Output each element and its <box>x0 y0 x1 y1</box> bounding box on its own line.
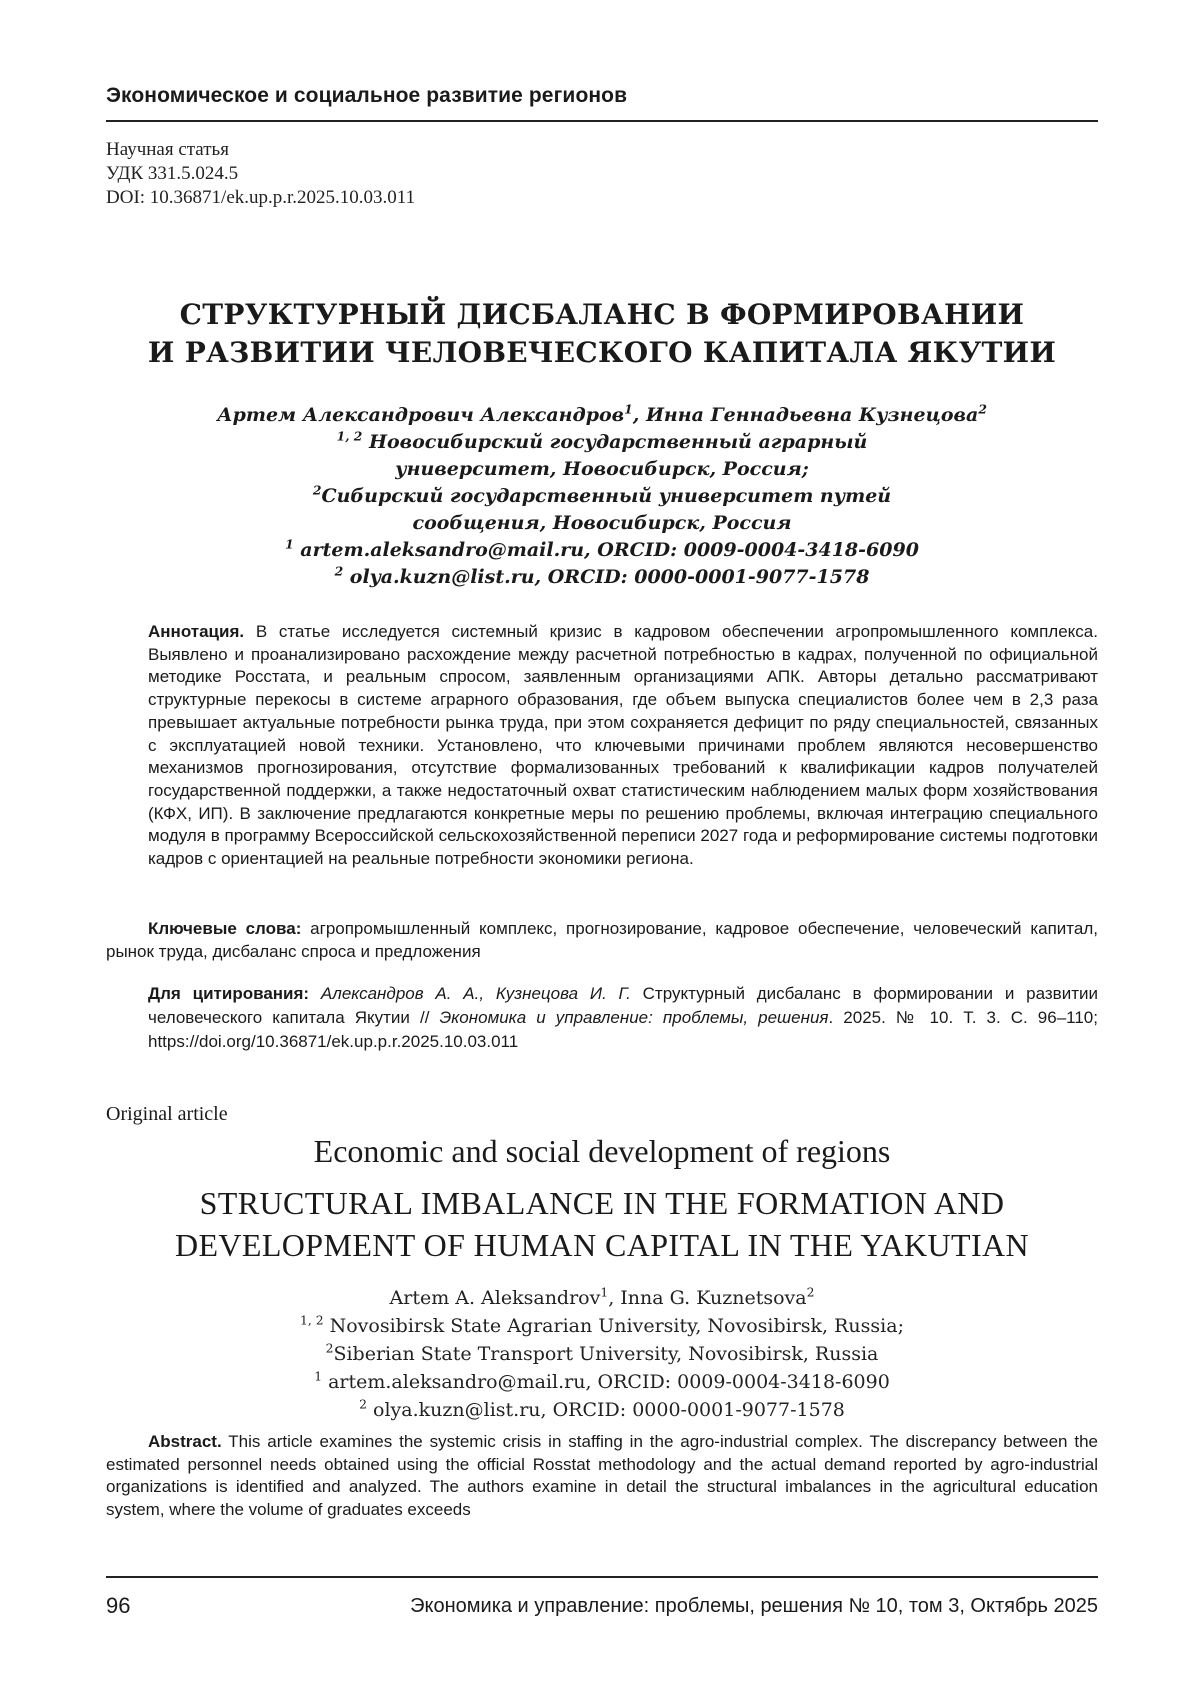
author-1: Артем Александрович Александров <box>217 404 625 426</box>
abstract-en-label: Abstract. <box>148 1432 222 1451</box>
footer-rule <box>106 1576 1098 1578</box>
email-en-2-text: olya.kuzn@list.ru, ORCID: 0000-0001-9077-1578 <box>366 1399 845 1421</box>
affiliation-2-sup: 2 <box>312 482 322 498</box>
page-number: 96 <box>106 1593 131 1618</box>
section-header: Экономическое и социальное развитие регионов <box>106 84 628 107</box>
authors-ru <box>106 402 1098 591</box>
affiliation-2-line-1 <box>106 483 1098 510</box>
header-rule <box>106 120 1098 122</box>
authors-line <box>106 402 1098 429</box>
article-meta <box>106 138 415 210</box>
author-2: Инна Геннадьевна Кузнецова <box>645 404 979 426</box>
citation-label: Для цитирования: <box>148 984 310 1003</box>
email-en-1-text: artem.aleksandro@mail.ru, ORCID: 0009-0004-3418-6090 <box>322 1371 890 1393</box>
footer-journal: Экономика и управление: проблемы, решения № 10, том 3, Октябрь 2025 <box>410 1595 1098 1617</box>
citation <box>148 982 1098 1054</box>
affiliation-en-1-sup: 1, 2 <box>300 1313 324 1328</box>
affiliation-1-text-1: Новосибирский государственный аграрный <box>362 431 868 453</box>
affiliation-en-1 <box>106 1312 1098 1340</box>
affiliation-en-1-text: Novosibirsk State Agrarian University, Novosibirsk, Russia; <box>323 1315 904 1337</box>
author-separator: , <box>632 404 646 426</box>
authors-en-line <box>106 1284 1098 1312</box>
email-en-2-sup: 2 <box>359 1397 367 1412</box>
section-en: Economic and social development of regions <box>313 1133 891 1169</box>
email-en-2 <box>106 1396 1098 1424</box>
abstract-en <box>106 1431 1098 1522</box>
citation-journal: Экономика и управление: проблемы, решения <box>439 1008 829 1027</box>
author-en-2-sup: 2 <box>806 1285 815 1300</box>
citation-title: Структурный дисбаланс в формировании и развитии человеческого капитала Якутии // <box>148 984 1098 1027</box>
affiliation-en-2-sup: 2 <box>325 1341 334 1356</box>
article-type: Научная статья <box>106 139 229 160</box>
citation-details: . 2025. № 10. Т. 3. С. 96–110; https://doi.org/10.36871/ek.up.p.r.2025.10.03.011 <box>148 1008 1098 1051</box>
abstract-ru-label: Аннотация. <box>148 622 245 641</box>
keywords-ru <box>106 918 1098 963</box>
title-en <box>106 1182 1098 1266</box>
email-1 <box>106 537 1098 564</box>
doi: DOI: 10.36871/ek.up.p.r.2025.10.03.011 <box>106 187 416 208</box>
email-1-text: artem.aleksandro@mail.ru, ORCID: 0009-0004-3418-6090 <box>293 539 919 561</box>
author-en-1-sup: 1 <box>600 1285 609 1300</box>
affiliation-en-2-text: Siberian State Transport University, Novosibirsk, Russia <box>333 1343 879 1365</box>
author-2-sup: 2 <box>978 401 987 417</box>
affiliation-en-2 <box>106 1340 1098 1368</box>
email-1-sup: 1 <box>285 536 294 552</box>
affiliation-2-text-1: Сибирский государственный университет путей <box>321 485 892 507</box>
email-2-sup: 2 <box>334 563 344 579</box>
title-ru <box>106 296 1098 372</box>
title-ru-line-1: СТРУКТУРНЫЙ ДИСБАЛАНС В ФОРМИРОВАНИИ <box>179 298 1025 331</box>
abstract-ru <box>148 621 1098 871</box>
author-en-2: Inna G. Kuznetsova <box>620 1287 807 1309</box>
email-2-text: olya.kuzn@list.ru, ORCID: 0000-0001-9077-1578 <box>343 566 870 588</box>
abstract-ru-text: В статье исследуется системный кризис в кадровом обеспечении агропромышленного комплекса. Выявлено и проанализировано расхождение между расчетной потребностью в кадрах, полученной по официальной методике Росстата, и реальным спросом, заявленным организациями АПК. Авторы детально рассматривают структурные перекосы в системе аграрного образования, где объем выпуска специалистов более чем в 2,3 раза превышает актуальные потребности рынка труда, при этом сохраняется дефицит по ряду специальностей, связанных с эксплуатацией новой техники. Установлено, что ключевыми причинами проблем являются несовершенство механизмов прогнозирования, отсутствие формализованных требований к квалификации кадров получателей государственной поддержки, а также недостаточный охват статистическим наблюдением малых форм хозяйствования (КФХ, ИП). В заключение предлагаются конкретные меры по решению проблемы, включая интеграцию специального модуля в программу Всероссийской сельскохозяйственной переписи 2027 года и реформирование системы подготовки кадров с ориентацией на реальные потребности экономики региона. <box>148 622 1098 869</box>
authors-en <box>106 1284 1098 1424</box>
email-en-1 <box>106 1368 1098 1396</box>
author-en-separator: , <box>608 1287 621 1309</box>
abstract-en-text: This article examines the systemic crisis in staffing in the agro-industrial complex. The discrepancy between the estimated personnel needs obtained using the official Rosstat methodology and the actual demand reported by agro-industrial organizations is identified and analyzed. The authors examine in detail the structural imbalances in the agricultural education system, where the volume of graduates exceeds <box>106 1432 1098 1520</box>
email-2 <box>106 564 1098 591</box>
keywords-label: Ключевые слова: <box>148 919 302 938</box>
article-type-en: Original article <box>106 1103 228 1125</box>
udk: УДК 331.5.024.5 <box>106 163 239 184</box>
affiliation-1-line-2: университет, Новосибирск, Россия; <box>395 458 809 480</box>
page <box>106 0 1098 1698</box>
author-1-sup: 1 <box>624 401 633 417</box>
title-en-line-2: DEVELOPMENT OF HUMAN CAPITAL IN THE YAKUTIAN <box>174 1227 1030 1263</box>
citation-authors: Александров А. А., Кузнецова И. Г. <box>309 984 631 1003</box>
affiliation-2-line-2: сообщения, Новосибирск, Россия <box>412 512 792 534</box>
author-en-1: Artem A. Aleksandrov <box>389 1287 601 1309</box>
title-ru-line-2: И РАЗВИТИИ ЧЕЛОВЕЧЕСКОГО КАПИТАЛА ЯКУТИИ <box>147 336 1057 369</box>
email-en-1-sup: 1 <box>314 1369 323 1384</box>
title-en-line-1: STRUCTURAL IMBALANCE IN THE FORMATION AND <box>199 1185 1005 1221</box>
affiliation-1-sup: 1, 2 <box>336 428 363 444</box>
keywords-text: агропромышленный комплекс, прогнозирование, кадровое обеспечение, человеческий капитал, рынок труда, дисбаланс спроса и предложения <box>106 919 1098 961</box>
affiliation-1-line-1 <box>106 429 1098 456</box>
